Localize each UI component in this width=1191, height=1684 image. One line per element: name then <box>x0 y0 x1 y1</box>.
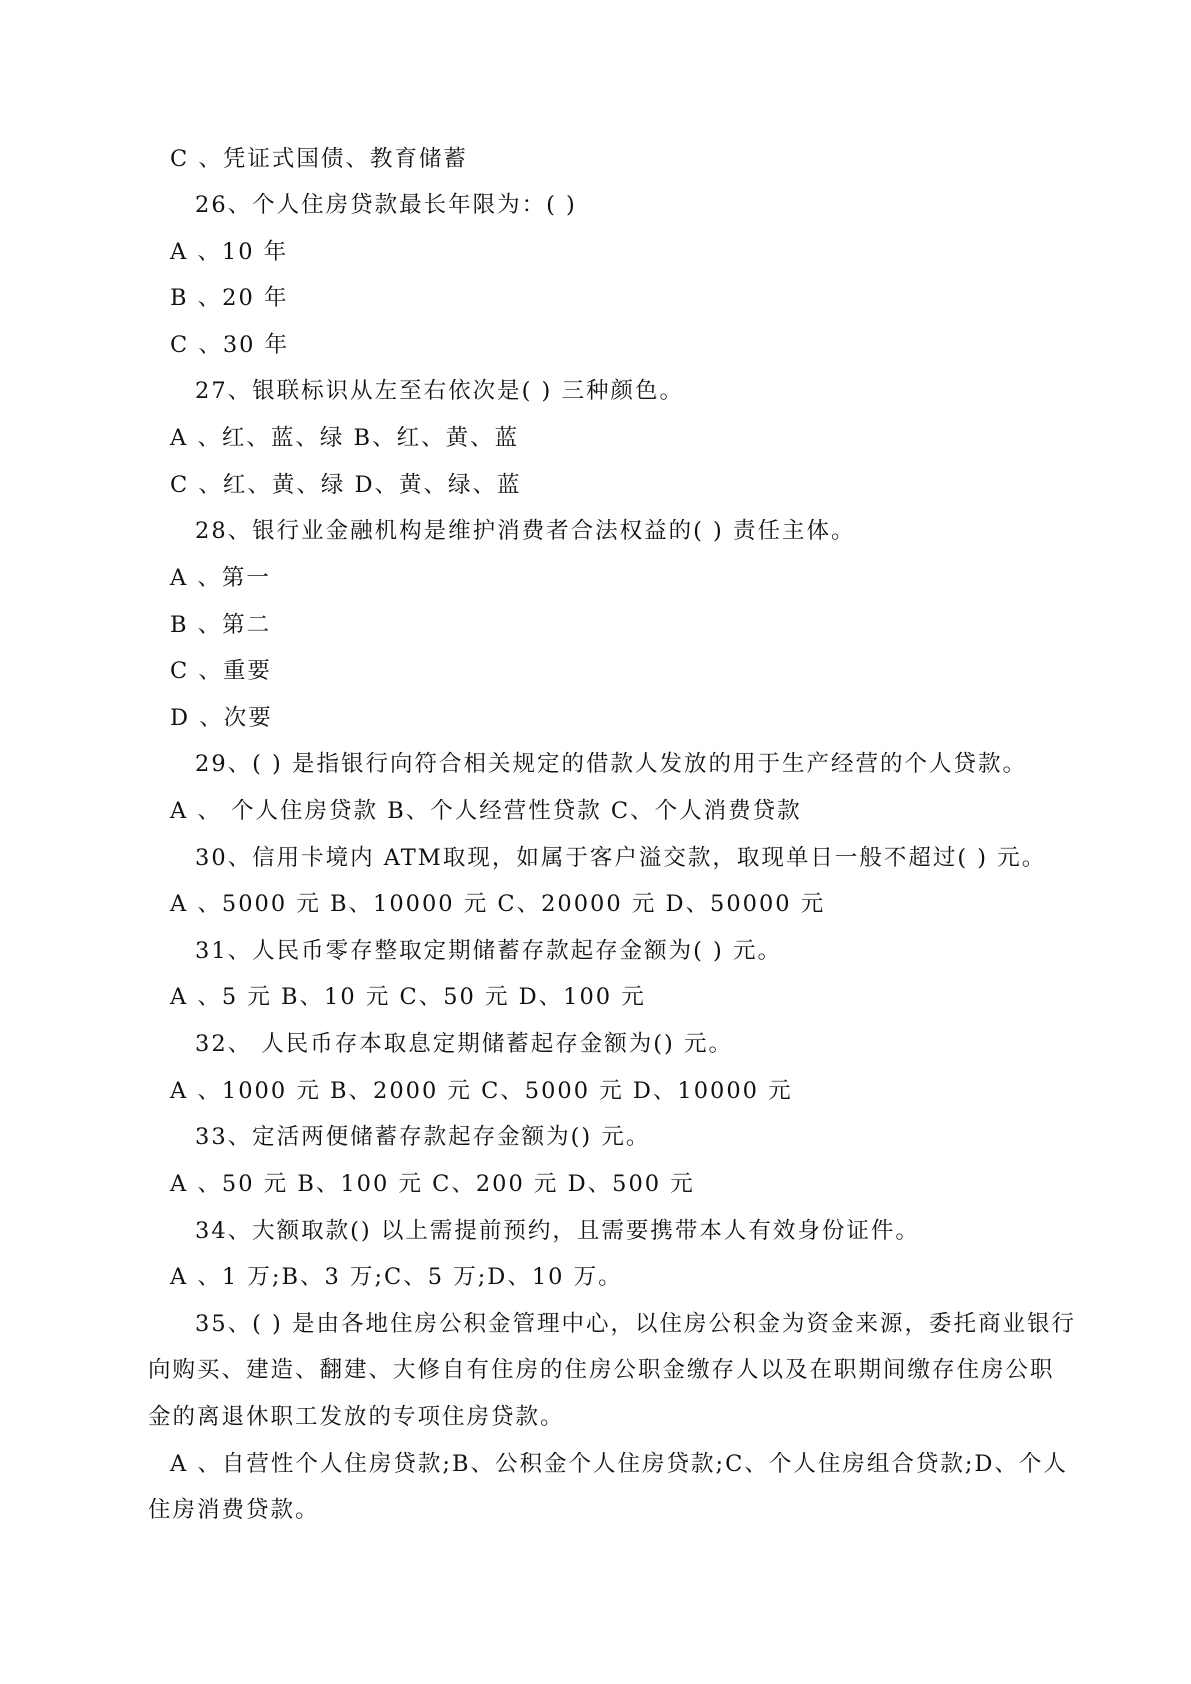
answer-option-line: D 、次要 <box>170 705 273 731</box>
question-line: 26、个人住房贷款最长年限为：( ) <box>195 192 577 218</box>
answer-option-line: B 、20 年 <box>170 285 289 311</box>
answer-option-line: C 、凭证式国债、教育储蓄 <box>170 146 468 172</box>
question-line: 30、信用卡境内 ATM取现，如属于客户溢交款，取现单日一般不超过( ) 元。 <box>195 845 1047 871</box>
answer-option-line: C 、30 年 <box>170 332 290 358</box>
question-continuation-line: 金的离退休职工发放的专项住房贷款。 <box>148 1404 565 1430</box>
answer-option-line: A 、红、蓝、绿 B、红、黄、蓝 <box>170 425 520 451</box>
answer-option-line: A 、1 万;B、3 万;C、5 万;D、10 万。 <box>170 1264 623 1290</box>
answer-option-line: C 、红、黄、绿 D、黄、绿、蓝 <box>170 472 522 498</box>
answer-option-line: B 、第二 <box>170 612 272 638</box>
answer-option-line: A 、第一 <box>170 565 271 591</box>
answer-option-line: A 、自营性个人住房贷款;B、公积金个人住房贷款;C、个人住房组合贷款;D、个人 <box>170 1451 1068 1477</box>
question-line: 35、( ) 是由各地住房公积金管理中心，以住房公积金为资金来源，委托商业银行 <box>195 1311 1076 1337</box>
answer-option-line: A 、10 年 <box>170 239 289 265</box>
answer-option-line: A 、5000 元 B、10000 元 C、20000 元 D、50000 元 <box>170 891 826 917</box>
answer-option-line: A 、1000 元 B、2000 元 C、5000 元 D、10000 元 <box>170 1078 793 1104</box>
question-line: 27、银联标识从左至右依次是( ) 三种颜色。 <box>195 378 684 404</box>
question-line: 28、银行业金融机构是维护消费者合法权益的( ) 责任主体。 <box>195 518 856 544</box>
question-continuation-line: 向购买、建造、翻建、大修自有住房的住房公职金缴存人以及在职期间缴存住房公职 <box>148 1357 1055 1383</box>
question-line: 34、大额取款() 以上需提前预约，且需要携带本人有效身份证件。 <box>195 1218 920 1244</box>
question-line: 33、定活两便储蓄存款起存金额为() 元。 <box>195 1124 651 1150</box>
answer-option-line: A 、 个人住房贷款 B、个人经营性贷款 C、个人消费贷款 <box>170 798 802 824</box>
question-line: 32、 人民币存本取息定期储蓄起存金额为() 元。 <box>195 1031 733 1057</box>
answer-continuation-line: 住房消费贷款。 <box>148 1497 320 1523</box>
answer-option-line: A 、5 元 B、10 元 C、50 元 D、100 元 <box>170 984 646 1010</box>
question-line: 29、( ) 是指银行向符合相关规定的借款人发放的用于生产经营的个人贷款。 <box>195 751 1027 777</box>
answer-option-line: C 、重要 <box>170 658 272 684</box>
question-line: 31、人民币零存整取定期储蓄存款起存金额为( ) 元。 <box>195 938 782 964</box>
answer-option-line: A 、50 元 B、100 元 C、200 元 D、500 元 <box>170 1171 695 1197</box>
